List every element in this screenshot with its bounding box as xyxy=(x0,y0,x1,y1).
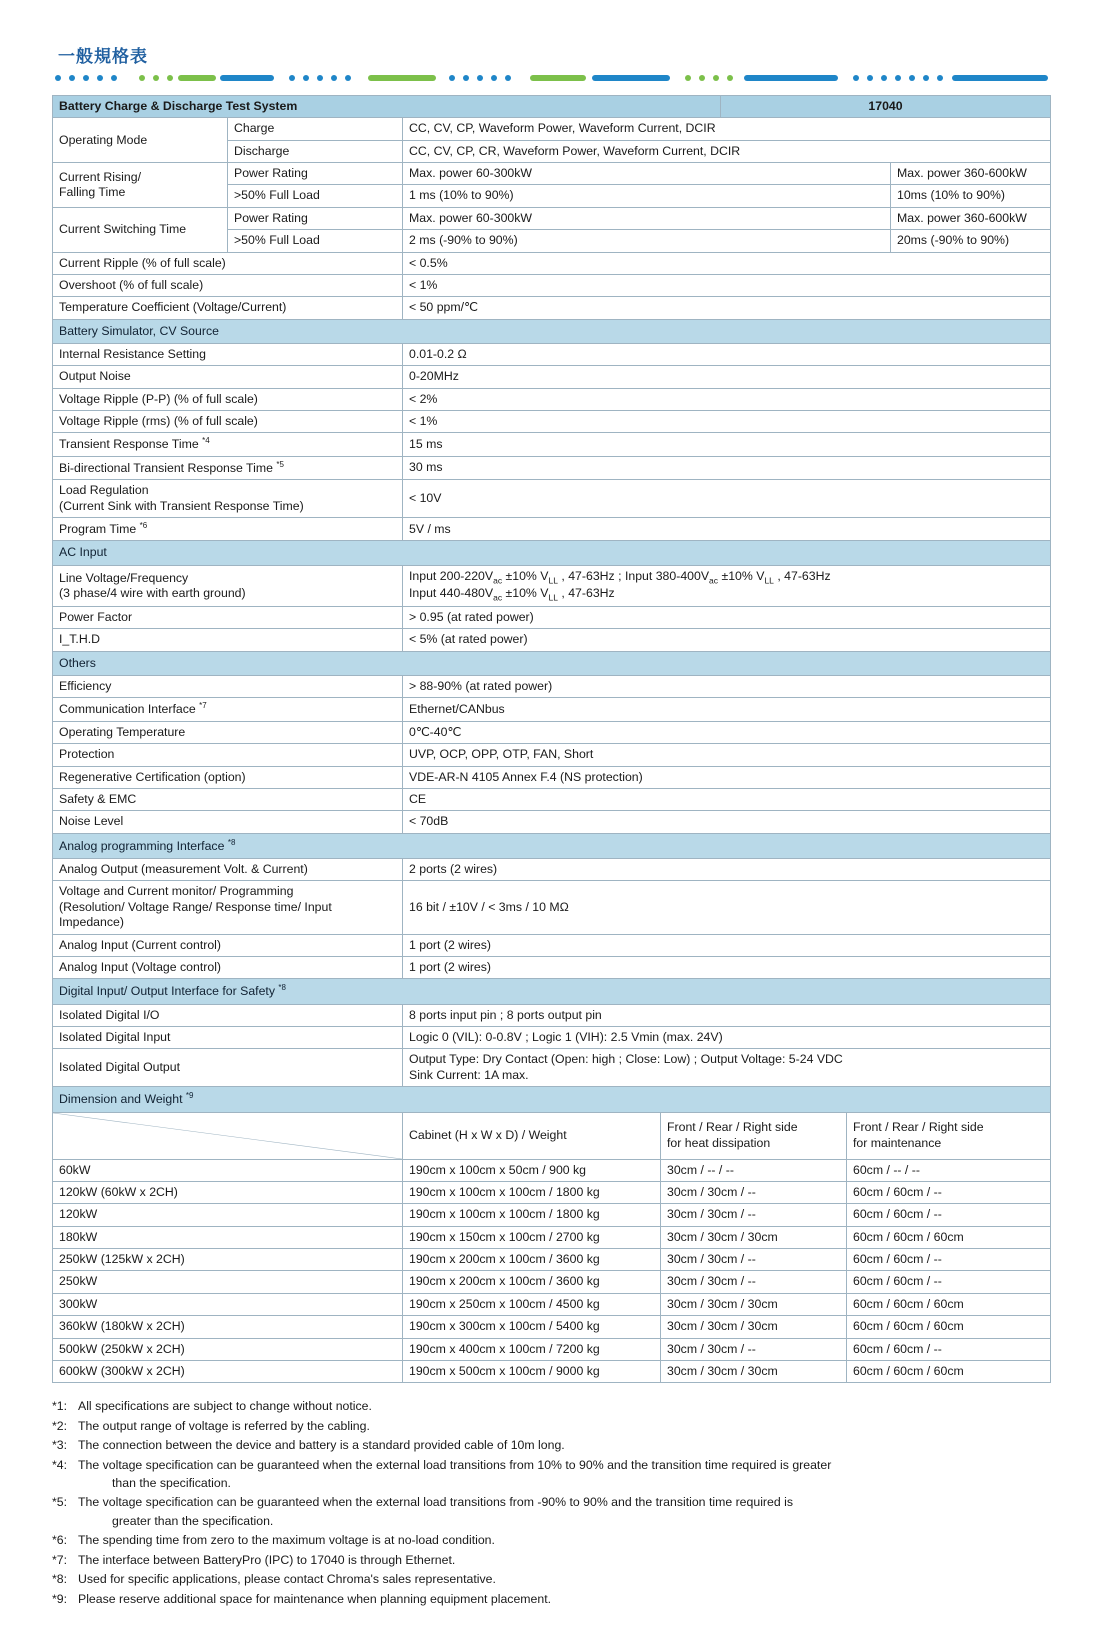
section-header-row xyxy=(53,833,1051,858)
section-label: Dimension and Weight $^{*9}$ xyxy=(53,1087,1051,1112)
table-row xyxy=(53,1249,1051,1271)
row-value: 2 ms (-90% to 90%) xyxy=(403,230,891,252)
table-row xyxy=(53,956,1051,978)
row-value: CE xyxy=(403,788,1051,810)
row-value: 1 port (2 wires) xyxy=(403,934,1051,956)
row-label: Load Regulation (Current Sink with Transient Response Time) xyxy=(53,480,403,518)
row-label: Operating Mode xyxy=(53,118,228,163)
row-value: 20ms (-90% to 90%) xyxy=(891,230,1051,252)
footnote-text: The output range of voltage is referred by the cabling. xyxy=(78,1418,370,1433)
dimension-cabinet: 190cm x 500cm x 100cm / 9000 kg xyxy=(403,1360,661,1382)
footnote-item xyxy=(52,1570,1050,1588)
row-value: Output Type: Dry Contact (Open: high ; Close: Low) ; Output Voltage: 5-24 VDC Sink Current: 1A max. xyxy=(403,1049,1051,1087)
table-row xyxy=(53,788,1051,810)
row-value: < 0.5% xyxy=(403,252,1051,274)
dimension-cabinet: 190cm x 400cm x 100cm / 7200 kg xyxy=(403,1338,661,1360)
specification-table xyxy=(52,95,1051,1113)
footnote-text: Please reserve additional space for maintenance when planning equipment placement. xyxy=(78,1591,552,1606)
footnote-text: The spending time from zero to the maximum voltage is at no-load condition. xyxy=(78,1533,495,1548)
table-row xyxy=(53,297,1051,319)
footnote-item xyxy=(52,1551,1050,1569)
row-value: 30 ms xyxy=(403,456,1051,479)
row-label: Power Factor xyxy=(53,606,403,628)
dimension-heat: 30cm / 30cm / -- xyxy=(661,1181,847,1203)
table-row xyxy=(53,1159,1051,1181)
footnote-text: The voltage specification can be guaranteed when the external load transitions from 10% to 90% and the transition time required is greater than the specification. xyxy=(78,1456,1050,1493)
row-label: Efficiency xyxy=(53,676,403,698)
table-row xyxy=(53,274,1051,296)
row-value: 0.01-0.2 Ω xyxy=(403,343,1051,365)
row-label: Analog Input (Current control) xyxy=(53,934,403,956)
row-label: Voltage Ripple (P-P) (% of full scale) xyxy=(53,388,403,410)
dimension-heat: 30cm / 30cm / 30cm xyxy=(661,1360,847,1382)
table-row xyxy=(53,881,1051,934)
row-value: < 1% xyxy=(403,274,1051,296)
rule-dots-icon xyxy=(52,73,1050,83)
dimension-model: 120kW (60kW x 2CH) xyxy=(53,1181,403,1203)
row-label: Overshoot (% of full scale) xyxy=(53,274,403,296)
model-number: 17040 xyxy=(721,96,1051,118)
table-row xyxy=(53,1316,1051,1338)
dimension-cabinet: 190cm x 100cm x 100cm / 1800 kg xyxy=(403,1181,661,1203)
row-label: Isolated Digital Output xyxy=(53,1049,403,1087)
diagonal-cell xyxy=(53,1112,403,1159)
dimension-model: 250kW (125kW x 2CH) xyxy=(53,1249,403,1271)
section-header-row xyxy=(53,979,1051,1004)
footnote-item xyxy=(52,1397,1050,1415)
dimension-model: 500kW (250kW x 2CH) xyxy=(53,1338,403,1360)
row-label: Bi-directional Transient Response Time $^{*5}$ xyxy=(53,456,403,479)
dimension-maintenance: 60cm / 60cm / -- xyxy=(847,1271,1051,1293)
dimension-maintenance: 60cm / 60cm / -- xyxy=(847,1338,1051,1360)
table-row xyxy=(53,1204,1051,1226)
dimension-model: 360kW (180kW x 2CH) xyxy=(53,1316,403,1338)
table-row xyxy=(53,698,1051,721)
row-label: Transient Response Time $^{*4}$ xyxy=(53,433,403,456)
row-value: > 0.95 (at rated power) xyxy=(403,606,1051,628)
row-label: Analog Input (Voltage control) xyxy=(53,956,403,978)
row-label: Current Rising/ Falling Time xyxy=(53,163,228,208)
dimension-cabinet: 190cm x 200cm x 100cm / 3600 kg xyxy=(403,1271,661,1293)
table-row xyxy=(53,433,1051,456)
table-row xyxy=(53,1360,1051,1382)
row-value: Max. power 60-300kW xyxy=(403,163,891,185)
footnote-item xyxy=(52,1436,1050,1454)
diagonal-line-icon xyxy=(53,1113,402,1159)
row-label: Operating Temperature xyxy=(53,721,403,743)
dimension-heat: 30cm / 30cm / 30cm xyxy=(661,1293,847,1315)
dimension-heat: 30cm / -- / -- xyxy=(661,1159,847,1181)
section-header-row xyxy=(53,319,1051,343)
section-label: Digital Input/ Output Interface for Safety $^{*8}$ xyxy=(53,979,1051,1004)
footnote-tag: *2: xyxy=(52,1418,68,1433)
table-row xyxy=(53,1226,1051,1248)
footnote-text: Used for specific applications, please contact Chroma's sales representative. xyxy=(78,1572,496,1587)
dimension-heat: 30cm / 30cm / -- xyxy=(661,1204,847,1226)
dimension-cabinet: 190cm x 150cm x 100cm / 2700 kg xyxy=(403,1226,661,1248)
row-label: Temperature Coefficient (Voltage/Current) xyxy=(53,297,403,319)
table-row xyxy=(53,1293,1051,1315)
decorative-rule xyxy=(52,73,1050,83)
row-label: Output Noise xyxy=(53,366,403,388)
row-label: Isolated Digital Input xyxy=(53,1027,403,1049)
table-row xyxy=(53,565,1051,606)
table-row xyxy=(53,859,1051,881)
section-label: Others xyxy=(53,651,1051,675)
row-value: Logic 0 (VIL): 0-0.8V ; Logic 1 (VIH): 2.5 Vmin (max. 24V) xyxy=(403,1027,1051,1049)
row-value: 1 ms (10% to 90%) xyxy=(403,185,891,207)
table-row xyxy=(53,1181,1051,1203)
footnote-item xyxy=(52,1531,1050,1549)
row-value: CC, CV, CP, Waveform Power, Waveform Current, DCIR xyxy=(403,118,1051,140)
table-row xyxy=(53,1338,1051,1360)
footnote-tag: *3: xyxy=(52,1438,68,1453)
table-row xyxy=(53,629,1051,651)
row-value: 16 bit / ±10V / < 3ms / 10 MΩ xyxy=(403,881,1051,934)
footnote-tag: *1: xyxy=(52,1399,68,1414)
dimension-header-row xyxy=(53,1112,1051,1159)
row-sublabel: Power Rating xyxy=(228,163,403,185)
table-row xyxy=(53,934,1051,956)
footnote-tag: *7: xyxy=(52,1552,68,1567)
dimension-cabinet: 190cm x 200cm x 100cm / 3600 kg xyxy=(403,1249,661,1271)
dimension-heat: 30cm / 30cm / -- xyxy=(661,1338,847,1360)
table-row xyxy=(53,766,1051,788)
row-label: Protection xyxy=(53,744,403,766)
table-row xyxy=(53,252,1051,274)
dimension-model: 300kW xyxy=(53,1293,403,1315)
dimension-heat: 30cm / 30cm / 30cm xyxy=(661,1226,847,1248)
row-value: 10ms (10% to 90%) xyxy=(891,185,1051,207)
row-sublabel: Discharge xyxy=(228,140,403,162)
table-row xyxy=(53,343,1051,365)
footnote-tag: *5: xyxy=(52,1495,68,1510)
row-value: CC, CV, CP, CR, Waveform Power, Waveform Current, DCIR xyxy=(403,140,1051,162)
row-label: Voltage Ripple (rms) (% of full scale) xyxy=(53,411,403,433)
row-value: 2 ports (2 wires) xyxy=(403,859,1051,881)
table-row xyxy=(53,388,1051,410)
dimension-model: 120kW xyxy=(53,1204,403,1226)
row-label: Isolated Digital I/O xyxy=(53,1004,403,1026)
section-header-row xyxy=(53,1087,1051,1112)
row-value: Input $200-220V_{ac} \pm 10\%$ $V_{LL}$ , 47-63Hz ; Input $380-400V_{ac} \pm 10\%$ $V_{LL}$ , 47-63Hz Input $440-480V_{ac} \pm 10\%$ $V_{LL}$ , 47-63Hz xyxy=(403,565,1051,606)
row-value: 15 ms xyxy=(403,433,1051,456)
row-value: > 88-90% (at rated power) xyxy=(403,676,1051,698)
footnote-tag: *6: xyxy=(52,1533,68,1548)
footnote-text: The voltage specification can be guaranteed when the external load transitions from -90% to 90% and the transition time required is greater than the specification. xyxy=(78,1493,1050,1530)
row-label: Line Voltage/Frequency (3 phase/4 wire with earth ground) xyxy=(53,565,403,606)
row-sublabel: Charge xyxy=(228,118,403,140)
row-label: Regenerative Certification (option) xyxy=(53,766,403,788)
dimension-col-heat: Front / Rear / Right side for heat dissipation xyxy=(661,1112,847,1159)
row-value: 8 ports input pin ; 8 ports output pin xyxy=(403,1004,1051,1026)
row-sublabel: >50% Full Load xyxy=(228,185,403,207)
table-row xyxy=(53,366,1051,388)
table-row xyxy=(53,480,1051,518)
footnote-item xyxy=(52,1417,1050,1435)
dimension-cabinet: 190cm x 250cm x 100cm / 4500 kg xyxy=(403,1293,661,1315)
table-row xyxy=(53,207,1051,229)
table-row xyxy=(53,1004,1051,1026)
row-label: Internal Resistance Setting xyxy=(53,343,403,365)
dimension-maintenance: 60cm / 60cm / 60cm xyxy=(847,1226,1051,1248)
row-value: < 1% xyxy=(403,411,1051,433)
row-label: Communication Interface $^{*7}$ xyxy=(53,698,403,721)
section-header-row xyxy=(53,651,1051,675)
row-label: Noise Level xyxy=(53,811,403,833)
footnote-item xyxy=(52,1590,1050,1608)
footnote-item xyxy=(52,1456,1050,1493)
table-row xyxy=(53,456,1051,479)
row-value: Max. power 60-300kW xyxy=(403,207,891,229)
dimension-maintenance: 60cm / 60cm / 60cm xyxy=(847,1316,1051,1338)
row-value: Ethernet/CANbus xyxy=(403,698,1051,721)
table-row xyxy=(53,1049,1051,1087)
dimension-model: 600kW (300kW x 2CH) xyxy=(53,1360,403,1382)
dimension-heat: 30cm / 30cm / -- xyxy=(661,1271,847,1293)
row-value: 5V / ms xyxy=(403,518,1051,541)
row-value: VDE-AR-N 4105 Annex F.4 (NS protection) xyxy=(403,766,1051,788)
dimension-model: 180kW xyxy=(53,1226,403,1248)
row-value: < 2% xyxy=(403,388,1051,410)
footnote-item xyxy=(52,1493,1050,1530)
row-label: Voltage and Current monitor/ Programming (Resolution/ Voltage Range/ Response time/ Input Impedance) xyxy=(53,881,403,934)
dimension-maintenance: 60cm / 60cm / -- xyxy=(847,1204,1051,1226)
section-label: Analog programming Interface $^{*8}$ xyxy=(53,833,1051,858)
dimension-maintenance: 60cm / 60cm / 60cm xyxy=(847,1293,1051,1315)
row-label: Analog Output (measurement Volt. & Current) xyxy=(53,859,403,881)
dimension-col-maintenance: Front / Rear / Right side for maintenance xyxy=(847,1112,1051,1159)
table-row xyxy=(53,721,1051,743)
footnote-continuation: than the specification. xyxy=(112,1475,231,1490)
footnote-tag: *9: xyxy=(52,1591,68,1606)
footnote-continuation: greater than the specification. xyxy=(112,1513,274,1528)
section-label: AC Input xyxy=(53,541,1051,565)
dimension-maintenance: 60cm / 60cm / -- xyxy=(847,1249,1051,1271)
dimension-table xyxy=(52,1112,1051,1384)
dimension-cabinet: 190cm x 100cm x 100cm / 1800 kg xyxy=(403,1204,661,1226)
row-value: Max. power 360-600kW xyxy=(891,163,1051,185)
table-header-row xyxy=(53,96,1051,118)
system-title: Battery Charge & Discharge Test System xyxy=(53,96,721,118)
row-value: 0℃-40℃ xyxy=(403,721,1051,743)
row-value: 0-20MHz xyxy=(403,366,1051,388)
row-value: < 5% (at rated power) xyxy=(403,629,1051,651)
row-value: < 70dB xyxy=(403,811,1051,833)
footnote-tag: *4: xyxy=(52,1457,68,1472)
dimension-model: 250kW xyxy=(53,1271,403,1293)
dimension-cabinet: 190cm x 300cm x 100cm / 5400 kg xyxy=(403,1316,661,1338)
table-row xyxy=(53,1271,1051,1293)
table-row xyxy=(53,606,1051,628)
row-value: UVP, OCP, OPP, OTP, FAN, Short xyxy=(403,744,1051,766)
row-label: Current Ripple (% of full scale) xyxy=(53,252,403,274)
table-row xyxy=(53,118,1051,140)
dimension-maintenance: 60cm / 60cm / -- xyxy=(847,1181,1051,1203)
row-label: Program Time $^{*6}$ xyxy=(53,518,403,541)
footnote-text: The interface between BatteryPro (IPC) to 17040 is through Ethernet. xyxy=(78,1552,456,1567)
dimension-cabinet: 190cm x 100cm x 50cm / 900 kg xyxy=(403,1159,661,1181)
row-value: < 10V xyxy=(403,480,1051,518)
dimension-col-cabinet: Cabinet (H x W x D) / Weight xyxy=(403,1112,661,1159)
section-label: Battery Simulator, CV Source xyxy=(53,319,1051,343)
footnote-text: All specifications are subject to change without notice. xyxy=(78,1399,372,1414)
row-value: 1 port (2 wires) xyxy=(403,956,1051,978)
dimension-heat: 30cm / 30cm / 30cm xyxy=(661,1316,847,1338)
page-title: 一般規格表 xyxy=(58,47,148,66)
dimension-maintenance: 60cm / 60cm / 60cm xyxy=(847,1360,1051,1382)
row-label: I_T.H.D xyxy=(53,629,403,651)
table-row xyxy=(53,1027,1051,1049)
dimension-heat: 30cm / 30cm / -- xyxy=(661,1249,847,1271)
dimension-maintenance: 60cm / -- / -- xyxy=(847,1159,1051,1181)
footnotes xyxy=(52,1397,1050,1608)
table-row xyxy=(53,411,1051,433)
row-label: Safety & EMC xyxy=(53,788,403,810)
footnote-tag: *8: xyxy=(52,1572,68,1587)
row-value: < 50 ppm/℃ xyxy=(403,297,1051,319)
table-row xyxy=(53,676,1051,698)
section-header-row xyxy=(53,541,1051,565)
table-row xyxy=(53,744,1051,766)
table-row xyxy=(53,518,1051,541)
row-sublabel: >50% Full Load xyxy=(228,230,403,252)
dimension-model: 60kW xyxy=(53,1159,403,1181)
table-row xyxy=(53,811,1051,833)
row-sublabel: Power Rating xyxy=(228,207,403,229)
table-row xyxy=(53,163,1051,185)
row-label: Current Switching Time xyxy=(53,207,228,252)
footnote-text: The connection between the device and battery is a standard provided cable of 10m long. xyxy=(78,1438,565,1453)
row-value: Max. power 360-600kW xyxy=(891,207,1051,229)
